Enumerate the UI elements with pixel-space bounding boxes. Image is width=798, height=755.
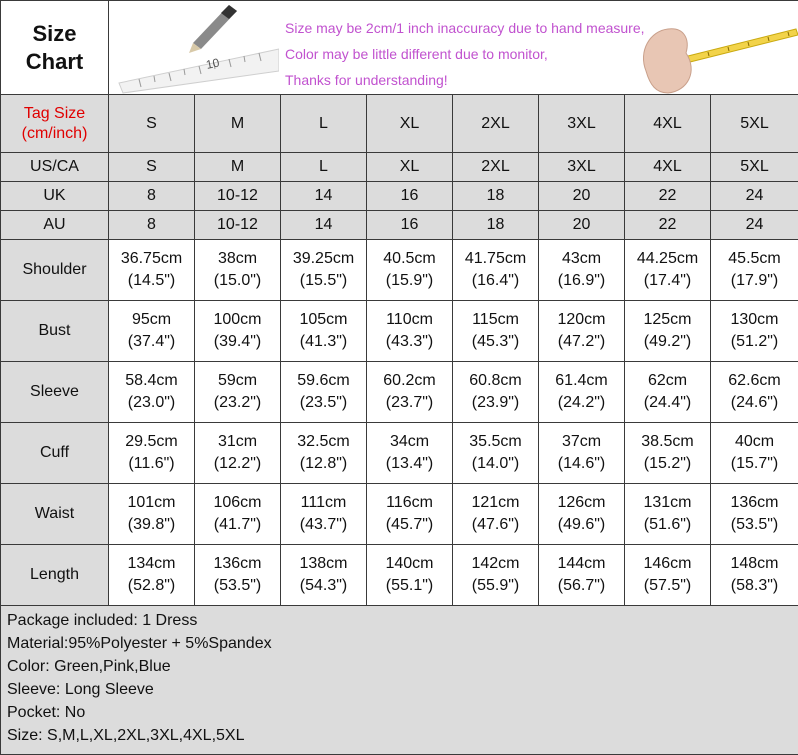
cm-value: 148cm (711, 553, 798, 575)
table-cell (195, 423, 281, 484)
table-cell (195, 240, 281, 301)
measurement-row-shoulder (1, 240, 798, 301)
table-cell (367, 484, 453, 545)
table-cell: 4XL (625, 153, 711, 182)
inch-value: (11.6") (109, 453, 194, 475)
inch-value: (56.7") (539, 575, 624, 597)
inch-value: (57.5") (625, 575, 710, 597)
cm-value: 39.25cm (281, 248, 366, 270)
table-cell (625, 362, 711, 423)
row-label: US/CA (1, 153, 109, 182)
cm-value: 126cm (539, 492, 624, 514)
cm-value: 32.5cm (281, 431, 366, 453)
table-cell (367, 362, 453, 423)
cm-value: 60.2cm (367, 370, 452, 392)
cm-value: 136cm (711, 492, 798, 514)
inch-value: (12.2") (195, 453, 280, 475)
table-cell: S (109, 153, 195, 182)
inch-value: (23.5") (281, 392, 366, 414)
cm-value: 121cm (453, 492, 538, 514)
table-cell: 3XL (539, 153, 625, 182)
table-cell (109, 301, 195, 362)
table-cell: 16 (367, 182, 453, 211)
table-cell: 14 (281, 182, 367, 211)
inch-value: (41.3") (281, 331, 366, 353)
detail-sizes: Size: S,M,L,XL,2XL,3XL,4XL,5XL (7, 724, 792, 747)
tag-size-label-line1: Tag Size (1, 104, 108, 124)
table-cell (453, 423, 539, 484)
inch-value: (23.9") (453, 392, 538, 414)
table-cell (539, 484, 625, 545)
table-cell: XL (367, 153, 453, 182)
table-cell (539, 362, 625, 423)
table-cell: 14 (281, 211, 367, 240)
row-label: Waist (1, 484, 109, 545)
table-cell (625, 423, 711, 484)
cm-value: 59.6cm (281, 370, 366, 392)
measurement-row-bust (1, 301, 798, 362)
cm-value: 61.4cm (539, 370, 624, 392)
cm-value: 62cm (625, 370, 710, 392)
table-cell: 10-12 (195, 211, 281, 240)
title-line-1: Size (1, 20, 108, 48)
table-cell (711, 484, 798, 545)
table-cell: 24 (711, 182, 798, 211)
cm-value: 60.8cm (453, 370, 538, 392)
size-header: S (109, 95, 195, 153)
cm-value: 62.6cm (711, 370, 798, 392)
cm-value: 38.5cm (625, 431, 710, 453)
inch-value: (58.3") (711, 575, 798, 597)
inch-value: (17.9") (711, 270, 798, 292)
inch-value: (39.8") (109, 514, 194, 536)
table-cell: 20 (539, 211, 625, 240)
size-header: 3XL (539, 95, 625, 153)
detail-color: Color: Green,Pink,Blue (7, 655, 792, 678)
inch-value: (45.3") (453, 331, 538, 353)
cm-value: 34cm (367, 431, 452, 453)
table-cell (109, 423, 195, 484)
inch-value: (53.5") (711, 514, 798, 536)
cm-value: 142cm (453, 553, 538, 575)
cm-value: 134cm (109, 553, 194, 575)
inch-value: (15.5") (281, 270, 366, 292)
cm-value: 111cm (281, 492, 366, 514)
note-color: Color may be little different due to monitor, (285, 43, 548, 65)
inch-value: (17.4") (625, 270, 710, 292)
size-header: 2XL (453, 95, 539, 153)
cm-value: 130cm (711, 309, 798, 331)
inch-value: (23.7") (367, 392, 452, 414)
table-cell: 5XL (711, 153, 798, 182)
detail-package: Package included: 1 Dress (7, 609, 792, 632)
cm-value: 43cm (539, 248, 624, 270)
banner (109, 1, 798, 95)
inch-value: (52.8") (109, 575, 194, 597)
cm-value: 100cm (195, 309, 280, 331)
inch-value: (15.0") (195, 270, 280, 292)
table-cell (281, 240, 367, 301)
table-cell (453, 240, 539, 301)
cm-value: 120cm (539, 309, 624, 331)
note-thanks: Thanks for understanding! (285, 69, 448, 91)
row-label: Bust (1, 301, 109, 362)
measurement-row-length (1, 545, 798, 606)
table-cell (109, 240, 195, 301)
cm-value: 101cm (109, 492, 194, 514)
measurement-row-cuff (1, 423, 798, 484)
table-cell: L (281, 153, 367, 182)
table-cell (109, 484, 195, 545)
inch-value: (24.6") (711, 392, 798, 414)
inch-value: (41.7") (195, 514, 280, 536)
table-cell: 22 (625, 211, 711, 240)
row-label: AU (1, 211, 109, 240)
inch-value: (55.1") (367, 575, 452, 597)
note-inaccuracy: Size may be 2cm/1 inch inaccuracy due to hand measure, (285, 17, 645, 39)
inch-value: (14.6") (539, 453, 624, 475)
inch-value: (47.6") (453, 514, 538, 536)
table-cell: 24 (711, 211, 798, 240)
inch-value: (49.6") (539, 514, 624, 536)
table-cell (281, 362, 367, 423)
inch-value: (45.7") (367, 514, 452, 536)
table-cell (711, 362, 798, 423)
inch-value: (12.8") (281, 453, 366, 475)
inch-value: (15.2") (625, 453, 710, 475)
table-cell (195, 362, 281, 423)
cm-value: 106cm (195, 492, 280, 514)
inch-value: (24.2") (539, 392, 624, 414)
size-header: XL (367, 95, 453, 153)
table-cell: 16 (367, 211, 453, 240)
size-header: L (281, 95, 367, 153)
table-cell (711, 545, 798, 606)
cm-value: 36.75cm (109, 248, 194, 270)
inch-value: (24.4") (625, 392, 710, 414)
table-cell (281, 545, 367, 606)
table-cell (453, 545, 539, 606)
inch-value: (15.9") (367, 270, 452, 292)
table-cell: 18 (453, 182, 539, 211)
tape-measure-hand-illustration (628, 1, 798, 94)
cm-value: 110cm (367, 309, 452, 331)
table-cell: 8 (109, 211, 195, 240)
table-cell (281, 423, 367, 484)
cm-value: 146cm (625, 553, 710, 575)
row-label: Length (1, 545, 109, 606)
table-cell (109, 545, 195, 606)
product-details (1, 606, 798, 755)
table-cell (625, 240, 711, 301)
ruler-number: 10 (205, 55, 221, 72)
size-header: 4XL (625, 95, 711, 153)
inch-value: (14.5") (109, 270, 194, 292)
conversion-row-au (1, 211, 798, 240)
table-cell (195, 545, 281, 606)
title-line-2: Chart (1, 48, 108, 76)
inch-value: (49.2") (625, 331, 710, 353)
cm-value: 115cm (453, 309, 538, 331)
inch-value: (13.4") (367, 453, 452, 475)
table-cell (625, 484, 711, 545)
cm-value: 40cm (711, 431, 798, 453)
inch-value: (53.5") (195, 575, 280, 597)
tag-size-label-line2: (cm/inch) (1, 124, 108, 144)
inch-value: (54.3") (281, 575, 366, 597)
inch-value: (43.7") (281, 514, 366, 536)
cm-value: 40.5cm (367, 248, 452, 270)
detail-material: Material:95%Polyester + 5%Spandex (7, 632, 792, 655)
table-cell (539, 301, 625, 362)
measurement-row-waist (1, 484, 798, 545)
table-cell (453, 484, 539, 545)
inch-value: (39.4") (195, 331, 280, 353)
row-label: Cuff (1, 423, 109, 484)
cm-value: 37cm (539, 431, 624, 453)
cm-value: 58.4cm (109, 370, 194, 392)
table-cell (711, 423, 798, 484)
table-cell (281, 301, 367, 362)
inch-value: (47.2") (539, 331, 624, 353)
inch-value: (43.3") (367, 331, 452, 353)
table-cell (195, 301, 281, 362)
cm-value: 95cm (109, 309, 194, 331)
table-cell: 2XL (453, 153, 539, 182)
inch-value: (23.0") (109, 392, 194, 414)
table-cell (281, 484, 367, 545)
table-cell (195, 484, 281, 545)
cm-value: 35.5cm (453, 431, 538, 453)
cm-value: 31cm (195, 431, 280, 453)
inch-value: (16.9") (539, 270, 624, 292)
inch-value: (37.4") (109, 331, 194, 353)
table-cell (453, 362, 539, 423)
size-header: 5XL (711, 95, 798, 153)
row-label: UK (1, 182, 109, 211)
conversion-row-us-ca (1, 153, 798, 182)
cm-value: 125cm (625, 309, 710, 331)
cm-value: 138cm (281, 553, 366, 575)
cm-value: 44.25cm (625, 248, 710, 270)
cm-value: 144cm (539, 553, 624, 575)
table-cell (711, 240, 798, 301)
cm-value: 29.5cm (109, 431, 194, 453)
table-cell: 10-12 (195, 182, 281, 211)
inch-value: (51.2") (711, 331, 798, 353)
cm-value: 140cm (367, 553, 452, 575)
measurement-row-sleeve (1, 362, 798, 423)
cm-value: 59cm (195, 370, 280, 392)
table-cell (625, 301, 711, 362)
table-cell: 18 (453, 211, 539, 240)
table-cell (539, 423, 625, 484)
table-cell (367, 423, 453, 484)
row-label: Sleeve (1, 362, 109, 423)
cm-value: 45.5cm (711, 248, 798, 270)
conversion-row-uk (1, 182, 798, 211)
inch-value: (16.4") (453, 270, 538, 292)
inch-value: (15.7") (711, 453, 798, 475)
inch-value: (14.0") (453, 453, 538, 475)
table-cell: 20 (539, 182, 625, 211)
table-cell (539, 545, 625, 606)
row-label: Shoulder (1, 240, 109, 301)
inch-value: (51.6") (625, 514, 710, 536)
size-chart-title (1, 1, 109, 95)
cm-value: 105cm (281, 309, 366, 331)
tag-size-label (1, 95, 109, 153)
table-cell (539, 240, 625, 301)
table-cell (367, 240, 453, 301)
table-cell (367, 545, 453, 606)
table-cell: M (195, 153, 281, 182)
table-cell: 8 (109, 182, 195, 211)
table-cell: 22 (625, 182, 711, 211)
table-cell (109, 362, 195, 423)
ruler-pencil-illustration (109, 1, 279, 94)
cm-value: 41.75cm (453, 248, 538, 270)
cm-value: 131cm (625, 492, 710, 514)
table-cell (367, 301, 453, 362)
size-header: M (195, 95, 281, 153)
detail-pocket: Pocket: No (7, 701, 792, 724)
table-cell (711, 301, 798, 362)
table-cell (625, 545, 711, 606)
inch-value: (23.2") (195, 392, 280, 414)
cm-value: 38cm (195, 248, 280, 270)
table-cell (453, 301, 539, 362)
cm-value: 136cm (195, 553, 280, 575)
inch-value: (55.9") (453, 575, 538, 597)
detail-sleeve: Sleeve: Long Sleeve (7, 678, 792, 701)
cm-value: 116cm (367, 492, 452, 514)
